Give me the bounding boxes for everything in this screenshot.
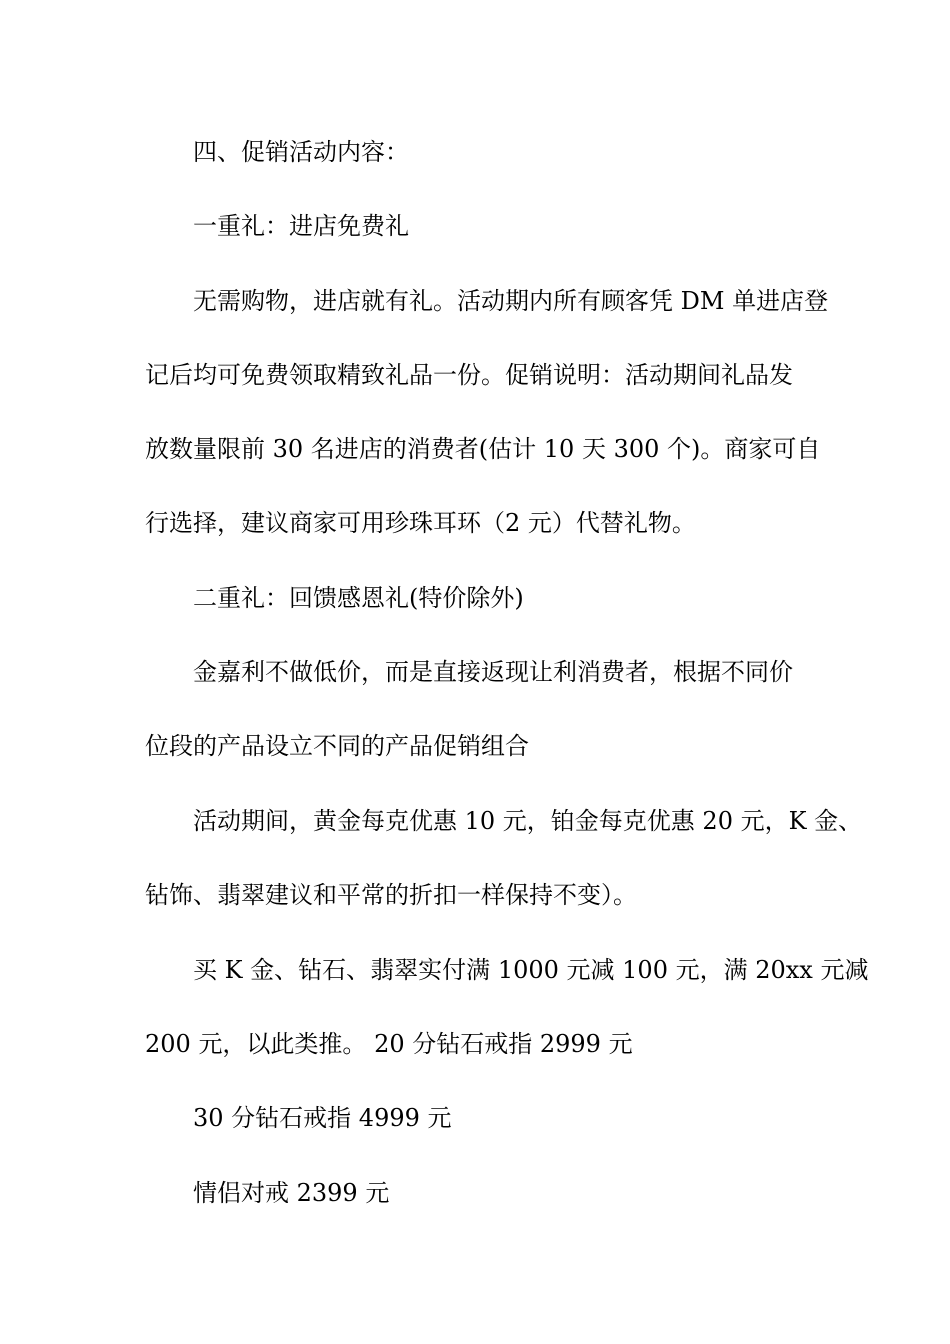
paragraph-line: 记后均可免费领取精致礼品一份。促销说明：活动期间礼品发: [145, 361, 793, 389]
paragraph-line: 钻饰、翡翠建议和平常的折扣一样保持不变）。: [145, 881, 637, 909]
paragraph-line: 金嘉利不做低价，而是直接返现让利消费者，根据不同价: [193, 658, 793, 686]
paragraph-line: 200 元，以此类推。 20 分钻石戒指 2999 元: [145, 1030, 633, 1058]
paragraph-line: 行选择，建议商家可用珍珠耳环（2 元）代替礼物。: [145, 509, 696, 537]
paragraph-line: 放数量限前 30 名进店的消费者(估计 10 天 300 个)。商家可自: [145, 435, 821, 463]
section-heading: 四、促销活动内容：: [193, 138, 409, 166]
paragraph-line: 无需购物，进店就有礼。活动期内所有顾客凭 DM 单进店登: [193, 287, 829, 315]
gift-one-heading: 一重礼：进店免费礼: [193, 212, 409, 240]
paragraph-line: 买 K 金、钻石、翡翠实付满 1000 元减 100 元，满 20xx 元减: [193, 956, 869, 984]
paragraph-line: 位段的产品设立不同的产品促销组合: [145, 732, 529, 760]
price-line: 30 分钻石戒指 4999 元: [193, 1104, 452, 1132]
price-line: 情侣对戒 2399 元: [193, 1179, 390, 1207]
gift-two-heading: 二重礼：回馈感恩礼(特价除外): [193, 584, 524, 612]
paragraph-line: 活动期间，黄金每克优惠 10 元，铂金每克优惠 20 元，K 金、: [193, 807, 863, 835]
